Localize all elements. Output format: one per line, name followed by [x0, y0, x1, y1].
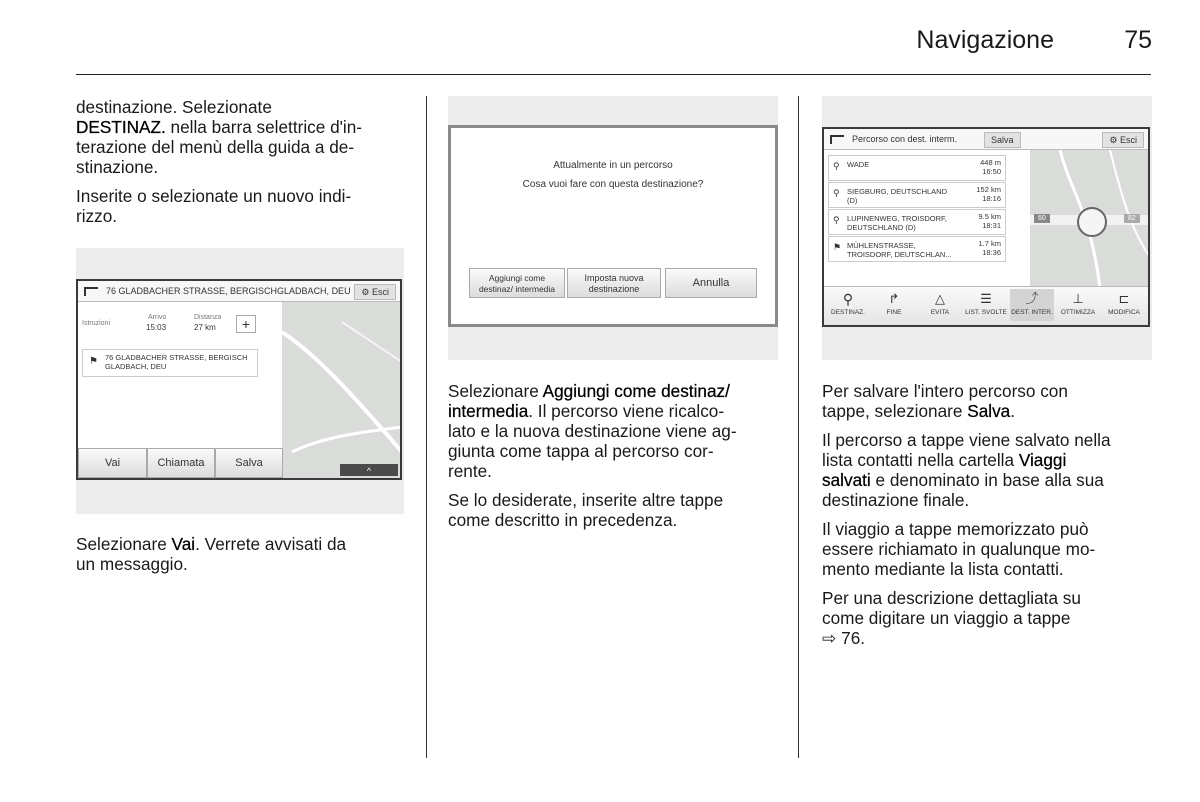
map-roads [282, 302, 400, 478]
map-label: 60 [1034, 214, 1050, 223]
tool-modify-button[interactable]: ⊏ MODIFICA [1102, 289, 1146, 321]
map-view[interactable] [1030, 150, 1148, 288]
exit-button[interactable]: ⚙ Esci [354, 284, 396, 300]
waypoint-item[interactable]: ⚲ LUPINENWEG, TROISDORF, DEUTSCHLAND (D) 9.5 km 18:31 [828, 209, 1006, 235]
chiamata-button[interactable]: Chiamata [147, 448, 215, 478]
paragraph: Il viaggio a tappe memorizzato può essere richiamato in qualunque mo- mento mediante la lista contatti. [822, 519, 1096, 579]
title-bar [824, 129, 1148, 150]
route-screen [822, 127, 1150, 327]
pin-icon: ⚲ [833, 161, 840, 171]
tool-waypoint-button[interactable]: ⤴ DEST. INTER. [1010, 289, 1054, 321]
paragraph: Per una descrizione dettagliata su come digitare un viaggio a tappe ⇨ 76. [822, 588, 1081, 648]
destination-item[interactable]: ⚑ 76 GLADBACHER STRASSE, BERGISCH GLADBACH, DEU [82, 349, 258, 377]
column-1-text-bottom [76, 534, 411, 583]
map-label: 82 [1124, 214, 1140, 223]
waypoint-item[interactable]: ⚑ MÜHLENSTRASSE, TROISDORF, DEUTSCHLAN... 1.7 km 18:36 [828, 236, 1006, 262]
edit-icon: ⊏ [1118, 291, 1130, 306]
column-1-text-top [76, 97, 411, 235]
tool-optimize-button[interactable]: ⊥ OTTIMIZZA [1056, 289, 1100, 321]
flag-icon: ⚑ [89, 356, 98, 367]
route-end-icon: ↱ [888, 291, 900, 306]
column-divider [798, 96, 799, 758]
waypoint-item[interactable]: ⚲ WADE 448 m 16:50 [828, 155, 1006, 181]
tool-destinaz-button[interactable]: ⚲ DESTINAZ. [826, 289, 870, 321]
route-title: Percorso con dest. interm. [852, 134, 958, 144]
screenshot-destination [76, 248, 404, 514]
paragraph: destinazione. Selezionate DESTINAZ. nella barra selettrice d'in- terazione del menù della guida a de- stinazione. [76, 97, 363, 177]
tool-fine-button[interactable]: ↱ FINE [872, 289, 916, 321]
paragraph: Inserite o selezionate un nuovo indi- rizzo. [76, 186, 352, 226]
add-button[interactable]: + [236, 315, 256, 333]
column-divider [426, 96, 427, 758]
destination-title: 76 GLADBACHER STRASSE, BERGISCHGLADBACH, DEU [106, 286, 351, 296]
header-rule [76, 74, 1151, 75]
screenshot-route-dialog [448, 96, 778, 360]
destination-flag-icon: ⚑ [833, 242, 842, 252]
exit-button[interactable]: ⚙ Esci [1102, 132, 1144, 148]
dialog-screen [448, 125, 778, 327]
avoid-icon: △ [935, 291, 945, 306]
title-bar [78, 281, 400, 302]
paragraph: Selezionare Aggiungi come destinaz/ intermedia. Il percorso viene ricalco- lato e la nuova destinazione viene ag- giunta come tappa al percorso cor- rente. [448, 381, 737, 481]
back-arrow-icon[interactable] [830, 135, 844, 144]
pin-icon: ⚲ [833, 215, 840, 225]
pin-icon: ⚲ [833, 188, 840, 198]
column-2-text [448, 381, 783, 539]
paragraph: Selezionare Vai. Verrete avvisati da un messaggio. [76, 534, 347, 574]
waypoint-item[interactable]: ⚲ SIEGBURG, DEUTSCHLAND (D) 152 km 18:16 [828, 182, 1006, 208]
screenshot-intermediate-route [822, 96, 1152, 360]
paragraph: Il percorso a tappe viene salvato nella lista contatti nella cartella Viaggi salvati e denominato in base alla sua destinazione finale. [822, 430, 1111, 510]
expand-button[interactable]: ^ [340, 464, 398, 476]
list-icon: ☰ [980, 291, 992, 306]
save-route-button[interactable]: Salva [984, 132, 1021, 148]
column-3-text [822, 381, 1157, 657]
interaction-selector-bar [824, 286, 1148, 325]
salva-button[interactable]: Salva [215, 448, 283, 478]
vai-button[interactable]: Vai [78, 448, 147, 478]
infotainment-screen [76, 279, 402, 480]
search-icon: ⚲ [842, 291, 854, 307]
optimize-icon: ⊥ [1072, 291, 1084, 306]
page-header-title: Navigazione [916, 26, 1054, 54]
waypoint-icon: ⤴ [1025, 291, 1039, 306]
paragraph: Per salvare l'intero percorso con tappe, selezionare Salva. [822, 381, 1068, 421]
cancel-button[interactable]: Annulla [665, 268, 757, 298]
add-intermediate-button[interactable]: Aggiungi come destinaz/ intermedia [469, 268, 565, 298]
dialog-message: Attualmente in un percorso Cosa vuoi fare con questa destinazione? [522, 160, 704, 190]
new-destination-button[interactable]: Imposta nuova destinazione [567, 268, 661, 298]
paragraph: Se lo desiderate, inserite altre tappe come descritto in precedenza. [448, 490, 724, 530]
map-view[interactable] [282, 302, 400, 478]
route-info-panel: Istruzioni Arrivo 15:03 Distanza 27 km + [82, 313, 258, 341]
page-number: 75 [1124, 26, 1152, 54]
tool-turn-list-button[interactable]: ☰ LIST. SVOLTE [965, 291, 1007, 316]
tool-evita-button[interactable]: △ EVITA [918, 289, 962, 321]
page-reference-link[interactable]: ⇨ 76. [822, 628, 866, 648]
back-arrow-icon[interactable] [84, 287, 98, 296]
